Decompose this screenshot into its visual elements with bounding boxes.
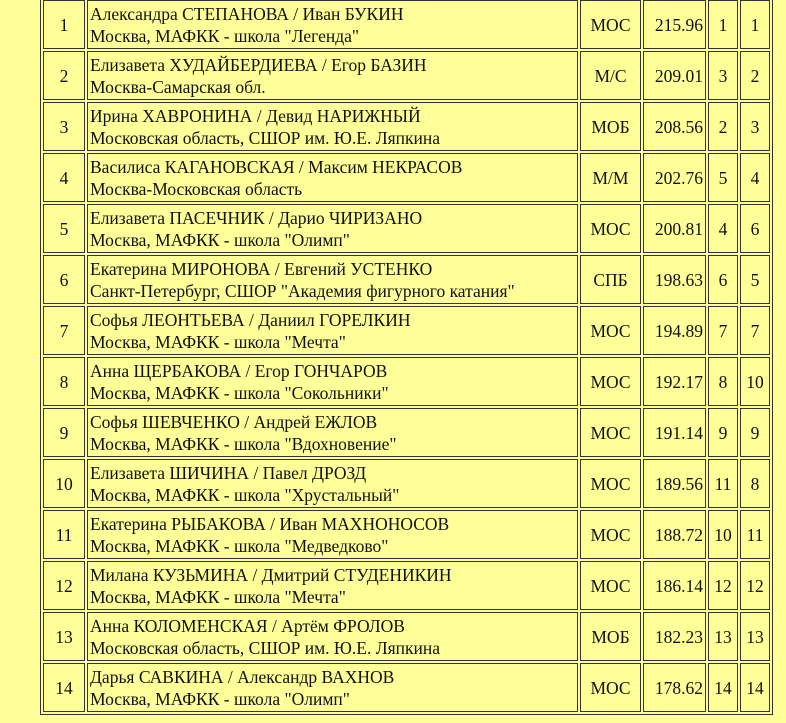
score-cell: 208.56 — [643, 102, 706, 151]
place-cell: 9 — [43, 408, 85, 457]
region-cell: МОС — [580, 357, 641, 406]
pair-cell — [87, 153, 578, 202]
rank-2-cell: 3 — [740, 102, 770, 151]
rank-2-cell: 8 — [740, 459, 770, 508]
score-cell: 215.96 — [643, 0, 706, 49]
rank-1-cell: 10 — [708, 510, 738, 559]
pair-names: Екатерина МИРОНОВА / Евгений УСТЕНКО — [90, 258, 433, 279]
rank-1-cell: 6 — [708, 255, 738, 304]
score-cell: 198.63 — [643, 255, 706, 304]
score-cell: 200.81 — [643, 204, 706, 253]
pair-cell — [87, 51, 578, 100]
place-cell: 10 — [43, 459, 85, 508]
place-cell: 8 — [43, 357, 85, 406]
rank-1-cell: 3 — [708, 51, 738, 100]
score-cell: 191.14 — [643, 408, 706, 457]
rank-2-cell: 14 — [740, 663, 770, 712]
pair-cell — [87, 0, 578, 49]
place-cell: 14 — [43, 663, 85, 712]
rank-1-cell: 8 — [708, 357, 738, 406]
pair-names: Ирина ХАВРОНИНА / Девид НАРИЖНЫЙ — [90, 105, 421, 126]
pair-cell — [87, 102, 578, 151]
place-cell: 12 — [43, 561, 85, 610]
rank-2-cell: 5 — [740, 255, 770, 304]
score-cell: 192.17 — [643, 357, 706, 406]
table-row — [43, 204, 770, 253]
pair-club: Москва, МАФКК - школа "Медведково" — [90, 535, 389, 556]
pair-club: Московская область, СШОР им. Ю.Е. Ляпкина — [90, 637, 441, 658]
region-cell: МОС — [580, 510, 641, 559]
pair-names: Александра СТЕПАНОВА / Иван БУКИН — [90, 3, 404, 24]
pair-club: Москва, МАФКК - школа "Мечта" — [90, 586, 346, 607]
table-row — [43, 306, 770, 355]
pair-names: Екатерина РЫБАКОВА / Иван МАХНОНОСОВ — [90, 513, 450, 534]
place-cell: 1 — [43, 0, 85, 49]
pair-names: Елизавета ХУДАЙБЕРДИЕВА / Егор БАЗИН — [90, 54, 427, 75]
rank-1-cell: 5 — [708, 153, 738, 202]
pair-names: Дарья САВКИНА / Александр ВАХНОВ — [90, 666, 395, 687]
pair-names: Елизавета ШИЧИНА / Павел ДРОЗД — [90, 462, 367, 483]
rank-2-cell: 7 — [740, 306, 770, 355]
table-row — [43, 51, 770, 100]
pair-names: Анна ЩЕРБАКОВА / Егор ГОНЧАРОВ — [90, 360, 388, 381]
table-row — [43, 102, 770, 151]
pair-club: Москва-Самарская обл. — [90, 76, 266, 97]
table-row — [43, 255, 770, 304]
place-cell: 4 — [43, 153, 85, 202]
region-cell: МОС — [580, 306, 641, 355]
pair-cell — [87, 459, 578, 508]
rank-2-cell: 13 — [740, 612, 770, 661]
region-cell: МОБ — [580, 612, 641, 661]
pair-club: Москва, МАФКК - школа "Хрустальный" — [90, 484, 400, 505]
rank-1-cell: 9 — [708, 408, 738, 457]
score-cell: 194.89 — [643, 306, 706, 355]
region-cell: М/С — [580, 51, 641, 100]
score-cell: 209.01 — [643, 51, 706, 100]
region-cell: МОБ — [580, 102, 641, 151]
region-cell: МОС — [580, 408, 641, 457]
rank-1-cell: 13 — [708, 612, 738, 661]
table-row — [43, 459, 770, 508]
table-row — [43, 153, 770, 202]
pair-club: Московская область, СШОР им. Ю.Е. Ляпкина — [90, 127, 441, 148]
pair-cell — [87, 357, 578, 406]
rank-2-cell: 6 — [740, 204, 770, 253]
score-cell: 188.72 — [643, 510, 706, 559]
place-cell: 11 — [43, 510, 85, 559]
pair-cell — [87, 510, 578, 559]
pair-club: Санкт-Петербург, СШОР "Академия фигурного катания" — [90, 280, 515, 301]
rank-2-cell: 2 — [740, 51, 770, 100]
table-row — [43, 663, 770, 712]
pair-club: Москва, МАФКК - школа "Легенда" — [90, 25, 360, 46]
pair-cell — [87, 204, 578, 253]
pair-club: Москва, МАФКК - школа "Олимп" — [90, 229, 350, 250]
table-row — [43, 357, 770, 406]
pair-names: Милана КУЗЬМИНА / Дмитрий СТУДЕНИКИН — [90, 564, 452, 585]
rank-2-cell: 1 — [740, 0, 770, 49]
table-row — [43, 510, 770, 559]
score-cell: 182.23 — [643, 612, 706, 661]
place-cell: 5 — [43, 204, 85, 253]
place-cell: 3 — [43, 102, 85, 151]
region-cell: МОС — [580, 204, 641, 253]
region-cell: МОС — [580, 0, 641, 49]
pair-club: Москва-Московская область — [90, 178, 303, 199]
place-cell: 6 — [43, 255, 85, 304]
region-cell: МОС — [580, 663, 641, 712]
pair-names: Василиса КАГАНОВСКАЯ / Максим НЕКРАСОВ — [90, 156, 463, 177]
pair-club: Москва, МАФКК - школа "Олимп" — [90, 688, 350, 709]
results-body — [43, 0, 770, 712]
place-cell: 2 — [43, 51, 85, 100]
pair-cell — [87, 561, 578, 610]
table-row — [43, 561, 770, 610]
pair-cell — [87, 255, 578, 304]
score-cell: 178.62 — [643, 663, 706, 712]
pair-cell — [87, 663, 578, 712]
table-row — [43, 0, 770, 49]
region-cell: СПБ — [580, 255, 641, 304]
rank-1-cell: 2 — [708, 102, 738, 151]
pair-club: Москва, МАФКК - школа "Сокольники" — [90, 382, 389, 403]
rank-2-cell: 4 — [740, 153, 770, 202]
place-cell: 13 — [43, 612, 85, 661]
rank-1-cell: 14 — [708, 663, 738, 712]
pair-club: Москва, МАФКК - школа "Вдохновение" — [90, 433, 397, 454]
rank-1-cell: 4 — [708, 204, 738, 253]
pair-club: Москва, МАФКК - школа "Мечта" — [90, 331, 346, 352]
pair-names: Анна КОЛОМЕНСКАЯ / Артём ФРОЛОВ — [90, 615, 405, 636]
rank-1-cell: 7 — [708, 306, 738, 355]
rank-2-cell: 11 — [740, 510, 770, 559]
rank-1-cell: 12 — [708, 561, 738, 610]
pair-cell — [87, 408, 578, 457]
pair-cell — [87, 306, 578, 355]
pair-names: Софья ШЕВЧЕНКО / Андрей ЕЖЛОВ — [90, 411, 378, 432]
rank-2-cell: 10 — [740, 357, 770, 406]
rank-1-cell: 1 — [708, 0, 738, 49]
pair-names: Елизавета ПАСЕЧНИК / Дарио ЧИРИЗАНО — [90, 207, 423, 228]
score-cell: 186.14 — [643, 561, 706, 610]
region-cell: МОС — [580, 459, 641, 508]
pair-cell — [87, 612, 578, 661]
region-cell: МОС — [580, 561, 641, 610]
score-cell: 202.76 — [643, 153, 706, 202]
place-cell: 7 — [43, 306, 85, 355]
rank-2-cell: 12 — [740, 561, 770, 610]
score-cell: 189.56 — [643, 459, 706, 508]
region-cell: М/М — [580, 153, 641, 202]
table-row — [43, 612, 770, 661]
pair-names: Софья ЛЕОНТЬЕВА / Даниил ГОРЕЛКИН — [90, 309, 411, 330]
table-row — [43, 408, 770, 457]
rank-1-cell: 11 — [708, 459, 738, 508]
rank-2-cell: 9 — [740, 408, 770, 457]
results-table — [40, 0, 773, 715]
